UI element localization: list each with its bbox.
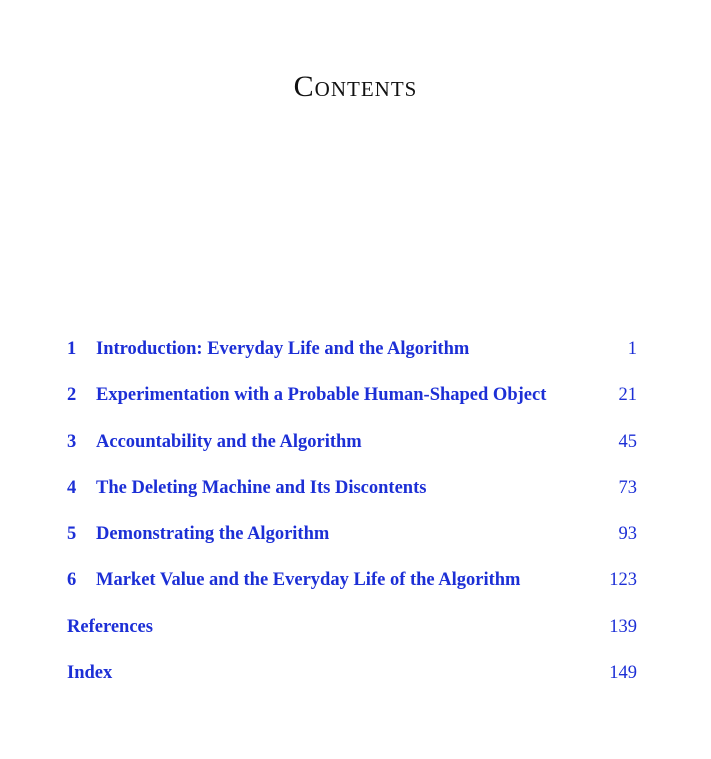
toc-chapter-number: 1	[67, 339, 77, 359]
toc-entry-chapter-4[interactable]	[67, 478, 637, 524]
toc-chapter-number: 6	[67, 570, 77, 591]
toc-chapter-title: Market Value and the Everyday Life of the Algorithm	[96, 570, 521, 591]
toc-page-number: 149	[609, 663, 637, 684]
toc-entry-references[interactable]	[67, 617, 637, 663]
toc-page-number: 21	[618, 385, 637, 406]
toc-entry-chapter-5[interactable]	[67, 524, 637, 570]
table-of-contents	[67, 339, 637, 709]
toc-entry-index[interactable]	[67, 663, 637, 709]
toc-page-number: 139	[609, 616, 637, 637]
toc-page-number: 1	[627, 339, 637, 359]
toc-chapter-title: Experimentation with a Probable Human-Shaped Object	[96, 385, 547, 406]
toc-section-title: Index	[67, 663, 113, 684]
toc-chapter-number: 4	[67, 477, 77, 498]
toc-chapter-title: Accountability and the Algorithm	[96, 431, 362, 452]
toc-page-number: 73	[618, 477, 637, 498]
toc-entry-chapter-3[interactable]	[67, 432, 637, 478]
toc-entry-chapter-6[interactable]	[67, 570, 637, 616]
toc-chapter-number: 3	[67, 431, 77, 452]
page-title: Contents	[293, 70, 418, 103]
toc-page-number: 93	[618, 524, 637, 545]
toc-page-number: 123	[609, 570, 637, 591]
toc-entry-chapter-1[interactable]	[67, 339, 637, 385]
toc-page-number: 45	[618, 431, 637, 452]
toc-entry-chapter-2[interactable]	[67, 385, 637, 431]
toc-chapter-title: Introduction: Everyday Life and the Algorithm	[96, 339, 470, 359]
toc-chapter-title: The Deleting Machine and Its Discontents	[96, 477, 427, 498]
toc-section-title: References	[67, 616, 153, 637]
toc-chapter-title: Demonstrating the Algorithm	[96, 524, 330, 545]
toc-chapter-number: 5	[67, 524, 77, 545]
toc-chapter-number: 2	[67, 385, 77, 406]
